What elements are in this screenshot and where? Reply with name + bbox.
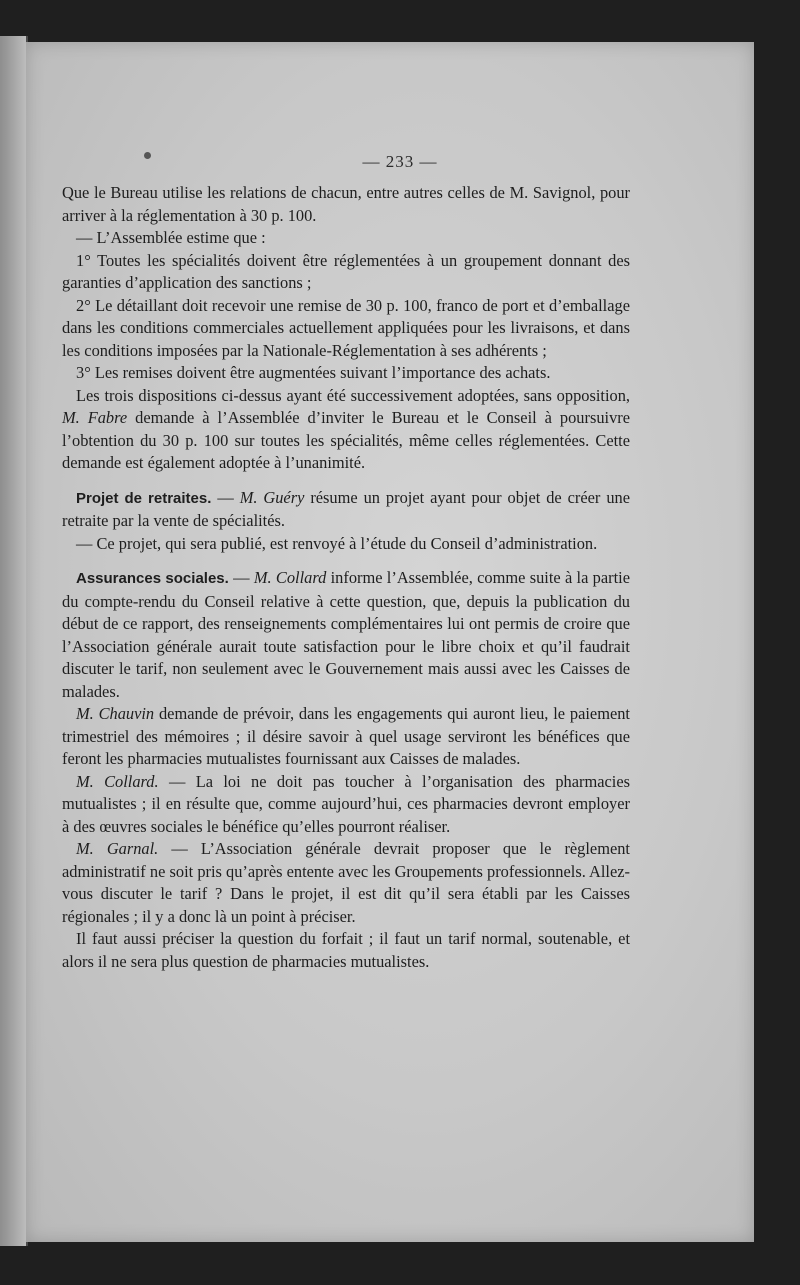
paragraph-post-text: résume un projet ayant pour objet de créer une retraite par la vente de spécialités. (62, 487, 630, 530)
paragraph-post-text: informe l’Assemblée, comme suite à la partie du compte-rendu du Conseil relative à cette question, que, depuis la publication du début de ce rapport, des renseignements complémentaires lui ont permis de croire que l’Association générale aurait toute satisfaction pour le libre choix et qu’il faudrait discuter le tarif, non seulement avec le Gouvernement mais aussi avec les Caisses de malades. (62, 568, 630, 701)
section-projet-retraites (62, 487, 630, 533)
page-number: — 233 — (362, 152, 438, 171)
paragraph-post-text: — L’Association générale devrait proposer que le règlement administratif ne soit pris qu’après entente avec les Groupements professionnels. Allez-vous discuter le tarif ? Dans le projet, il est dit qu’il sera établi par les Caisses régionales ; il y a donc là un point à préciser. (62, 839, 630, 926)
paragraph-garnal (62, 838, 630, 928)
heading-dash: — (217, 487, 234, 507)
paragraph-bureau: Que le Bureau utilise les relations de chacun, entre autres celles de M. Savignol, pour arriver à la réglementation à 30 p. 100. (62, 183, 630, 225)
paragraph-forfait: Il faut aussi préciser la question du forfait ; il faut un tarif normal, soutenable, et alors il ne sera plus question de pharmacies mutualistes. (62, 929, 630, 971)
paragraph-post-text: — La loi ne doit pas toucher à l’organisation des pharmacies mutualistes ; il en résulte que, comme aujourd’hui, ces pharmacies devront employer à des œuvres sociales le bénéfice qu’elles pourront réaliser. (62, 771, 630, 836)
speaker-name: M. Guéry (239, 487, 305, 507)
paragraph-point-2: 2° Le détaillant doit recevoir une remise de 30 p. 100, franco de port et d’emballage dans les conditions commerciales actuellement appliquées pour les livraisons, et dans les conditions imposées par la Nationale-Réglementation à ses adhérents ; (62, 295, 630, 360)
facing-page-edge (0, 36, 28, 1246)
heading-dash: — (233, 568, 250, 587)
speaker-name: M. Fabre (62, 408, 128, 427)
speaker-name: M. Chauvin (76, 704, 155, 723)
speaker-name: M. Collard. (76, 771, 159, 791)
paragraph-post-text: demande de prévoir, dans les engagements qui auront lieu, le paiement trimestriel des mémoires ; il désire savoir à quel usage serviront les bénéfices que feront les pharmacies mutualistes fournissant aux Caisses de malades. (62, 704, 630, 768)
speaker-name: M. Collard (253, 568, 327, 587)
paragraph-point-1: 1° Toutes les spécialités doivent être réglementées à un groupement donnant des garanties d’application des sanctions ; (62, 250, 630, 292)
paragraph-pre-text: Les trois dispositions ci-dessus ayant été successivement adoptées, sans opposition, (76, 385, 630, 405)
paragraph-projet-renvoye: — Ce projet, qui sera publié, est renvoyé à l’étude du Conseil d’administration. (76, 533, 598, 553)
page-body (62, 182, 630, 973)
speaker-name: M. Garnal. (76, 839, 159, 858)
section-heading: Assurances sociales. (76, 570, 229, 587)
paragraph-collard (62, 771, 630, 839)
paragraph-assemblee-estime: — L’Assemblée estime que : (76, 228, 266, 247)
section-assurances-sociales (62, 567, 630, 703)
paragraph-chauvin (62, 703, 630, 771)
section-heading: Projet de retraites. (76, 489, 212, 507)
paragraph-post-text: demande à l’Assemblée d’inviter le Bureau et le Conseil à poursuivre l’obtention du 30 p. 100 sur toutes les spécialités, même celles réglementées. Cette demande est également adoptée à l’unanimité. (62, 408, 631, 472)
paragraph-point-3: 3° Les remises doivent être augmentées suivant l’importance des achats. (76, 363, 551, 382)
paragraph-fabre (62, 385, 630, 475)
